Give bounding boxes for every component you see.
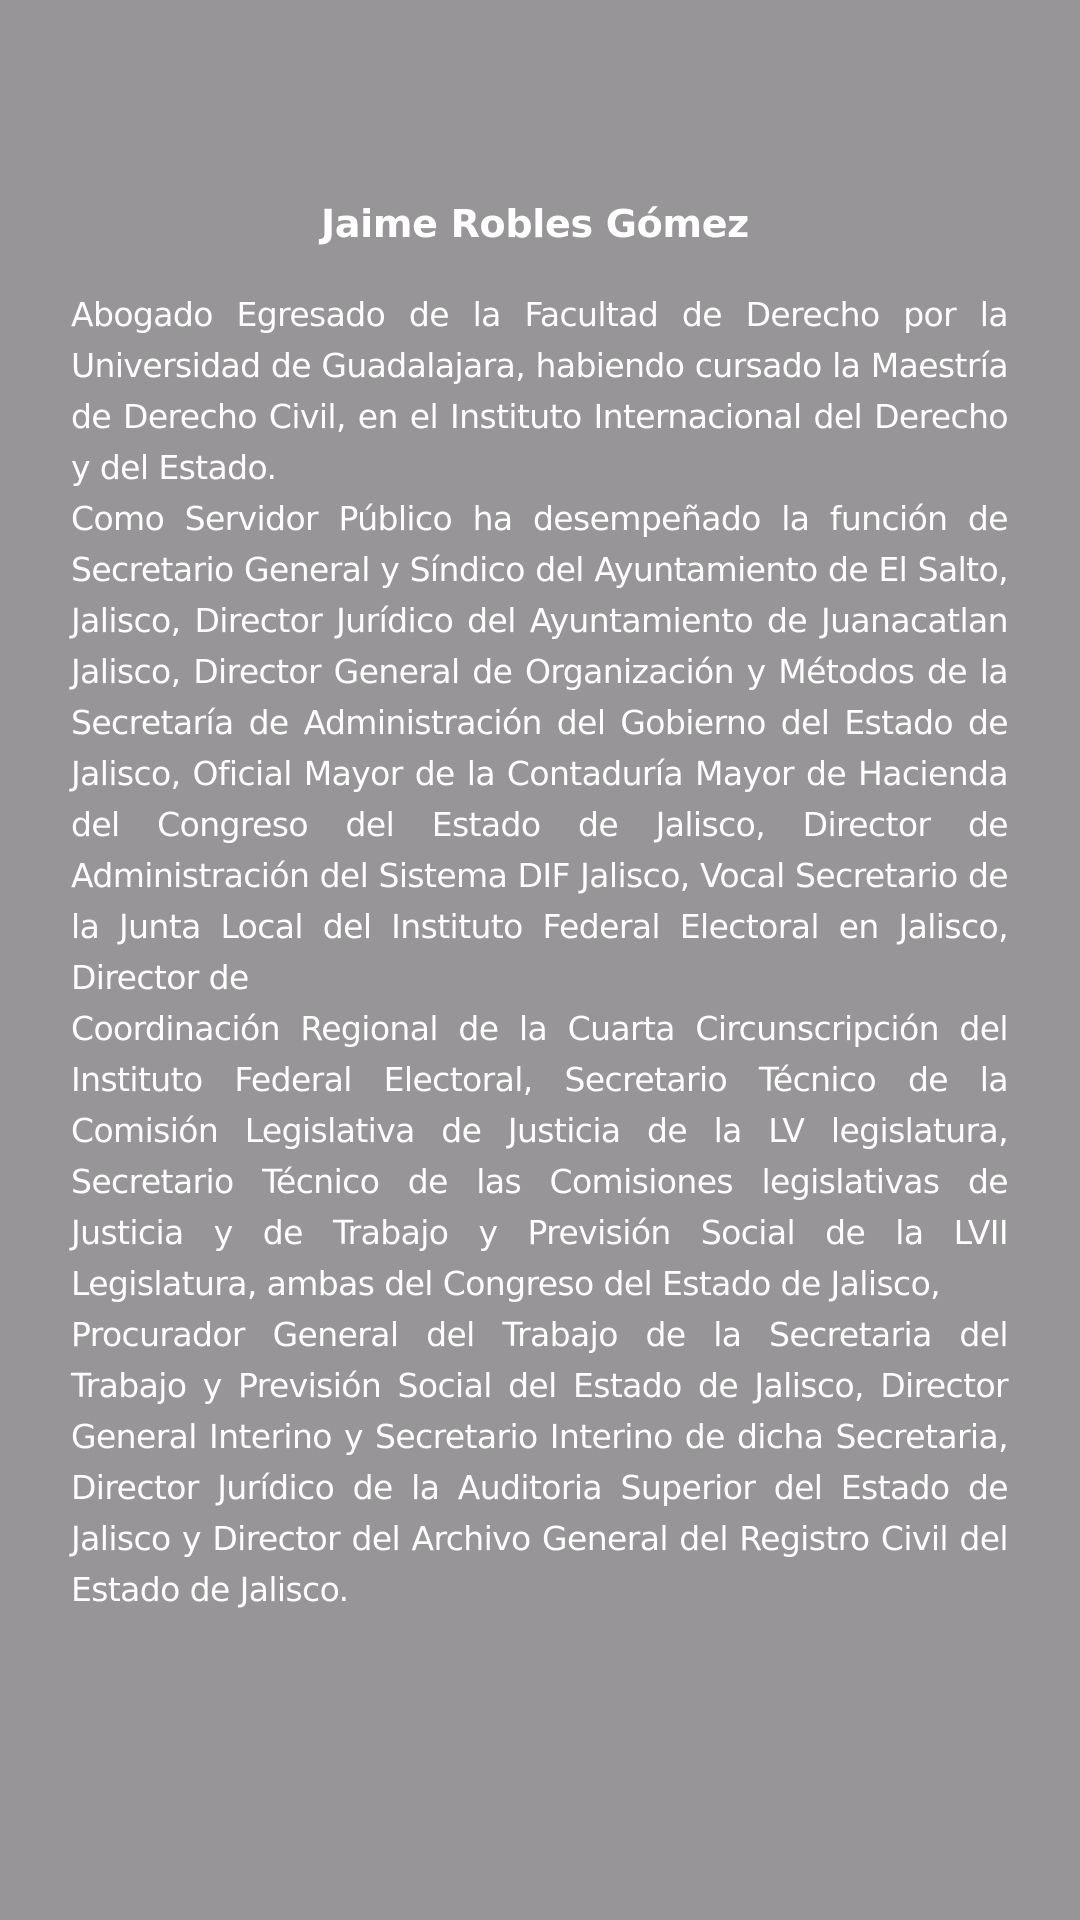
bio-paragraph-education: Abogado Egresado de la Facultad de Derecho por la Universidad de Guadalajara, habiendo cursado la Maestría de Derecho Civil, en el Instituto Internacional del Derecho y del Estado.: [71, 295, 1008, 487]
profile-bio: [71, 289, 1008, 1615]
bio-paragraph-labor: Procurador General del Trabajo de la Secretaria del Trabajo y Previsión Social del Estado de Jalisco, Director General Interino y Secretario Interino de dicha Secretaria, Director Jurídico de la Auditoria Superior del Estado de Jalisco y Director del Archivo General del Registro Civil del Estado de Jalisco.: [71, 1315, 1008, 1609]
bio-paragraph-legislative: Coordinación Regional de la Cuarta Circunscripción del Instituto Federal Electoral, Secretario Técnico de la Comisión Legislativa de Justicia de la LV legislatura, Secretario Técnico de las Comisiones legislativas de Justicia y de Trabajo y Previsión Social de la LVII Legislatura, ambas del Congreso del Estado de Jalisco,: [71, 1009, 1008, 1303]
bio-paragraph-career: Como Servidor Público ha desempeñado la función de Secretario General y Síndico del Ayuntamiento de El Salto, Jalisco, Director Jurídico del Ayuntamiento de Juanacatlan Jalisco, Director General de Organización y Métodos de la Secretaría de Administración del Gobierno del Estado de Jalisco, Oficial Mayor de la Contaduría Mayor de Hacienda del Congreso del Estado de Jalisco, Director de Administración del Sistema DIF Jalisco, Vocal Secretario de la Junta Local del Instituto Federal Electoral en Jalisco, Director de: [71, 499, 1008, 997]
profile-name: Jaime Robles Gómez: [320, 202, 749, 246]
